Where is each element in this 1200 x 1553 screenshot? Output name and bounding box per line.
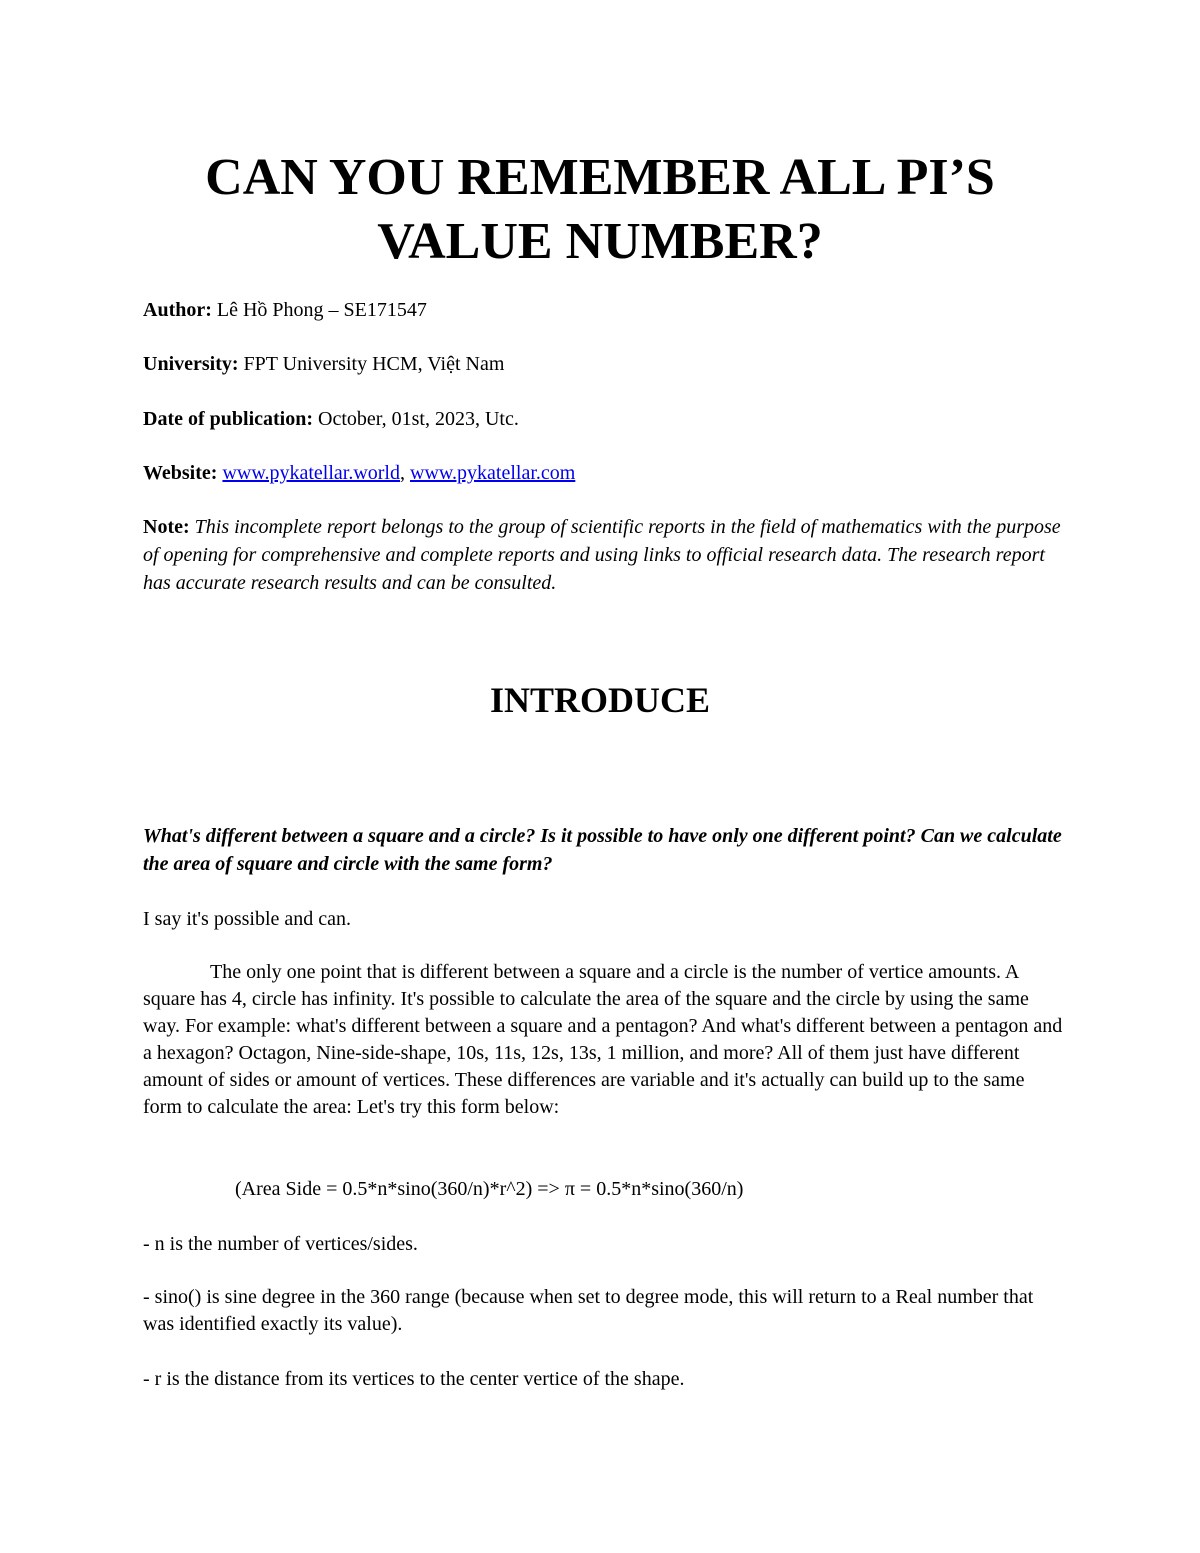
website-line: [143, 459, 1063, 487]
bullet-n: - n is the number of vertices/sides.: [143, 1233, 418, 1255]
website-separator: ,: [400, 462, 410, 484]
bullet-sino: - sino() is sine degree in the 360 range (because when set to degree mode, this will return to a Real number that was identified exactly its value).: [143, 1286, 1034, 1335]
website-link-world[interactable]: www.pykatellar.world: [222, 462, 400, 484]
date-line: [143, 405, 1063, 433]
note-paragraph: [143, 513, 1063, 597]
title-line-2: VALUE NUMBER?: [377, 213, 823, 270]
author-value: Lê Hồ Phong – SE171547: [211, 299, 427, 321]
section-heading-introduce: INTRODUCE: [489, 680, 711, 720]
author-label: Author:: [143, 299, 212, 321]
date-value: October, 01st, 2023, Utc.: [313, 408, 519, 430]
bullet-r: - r is the distance from its vertices to the center vertice of the shape.: [143, 1368, 685, 1390]
intro-question: What's different between a square and a circle? Is it possible to have only one different point? Can we calculate the area of square and circle with the same form?: [143, 825, 1062, 875]
university-label: University:: [143, 353, 239, 375]
website-label: Website:: [143, 462, 218, 484]
date-label: Date of publication:: [143, 408, 313, 430]
title-line-1: CAN YOU REMEMBER ALL PI’S: [205, 149, 995, 206]
university-line: [143, 350, 1063, 378]
intro-answer: I say it's possible and can.: [143, 908, 352, 930]
note-text: This incomplete report belongs to the group of scientific reports in the field of mathematics with the purpose of opening for comprehensive and complete reports and using links to official research data. The research report has accurate research results and can be consulted.: [143, 516, 1061, 594]
note-label: Note:: [143, 516, 190, 538]
website-link-com[interactable]: www.pykatellar.com: [410, 462, 576, 484]
area-formula: (Area Side = 0.5*n*sino(360/n)*r^2) => π = 0.5*n*sino(360/n): [235, 1178, 744, 1200]
author-line: [143, 296, 1063, 324]
intro-body-paragraph: The only one point that is different between a square and a circle is the number of vertice amounts. A square has 4, circle has infinity. It's possible to calculate the area of the square and the circle by using the same way. For example: what's different between a square and a pentagon? And what's different between a pentagon and a hexagon? Octagon, Nine-side-shape, 10s, 11s, 12s, 13s, 1 million, and more? All of them just have different amount of sides or amount of vertices. These differences are variable and it's actually can build up to the same form to calculate the area: Let's try this form below:: [143, 961, 1063, 1118]
university-value: FPT University HCM, Việt Nam: [238, 353, 505, 375]
